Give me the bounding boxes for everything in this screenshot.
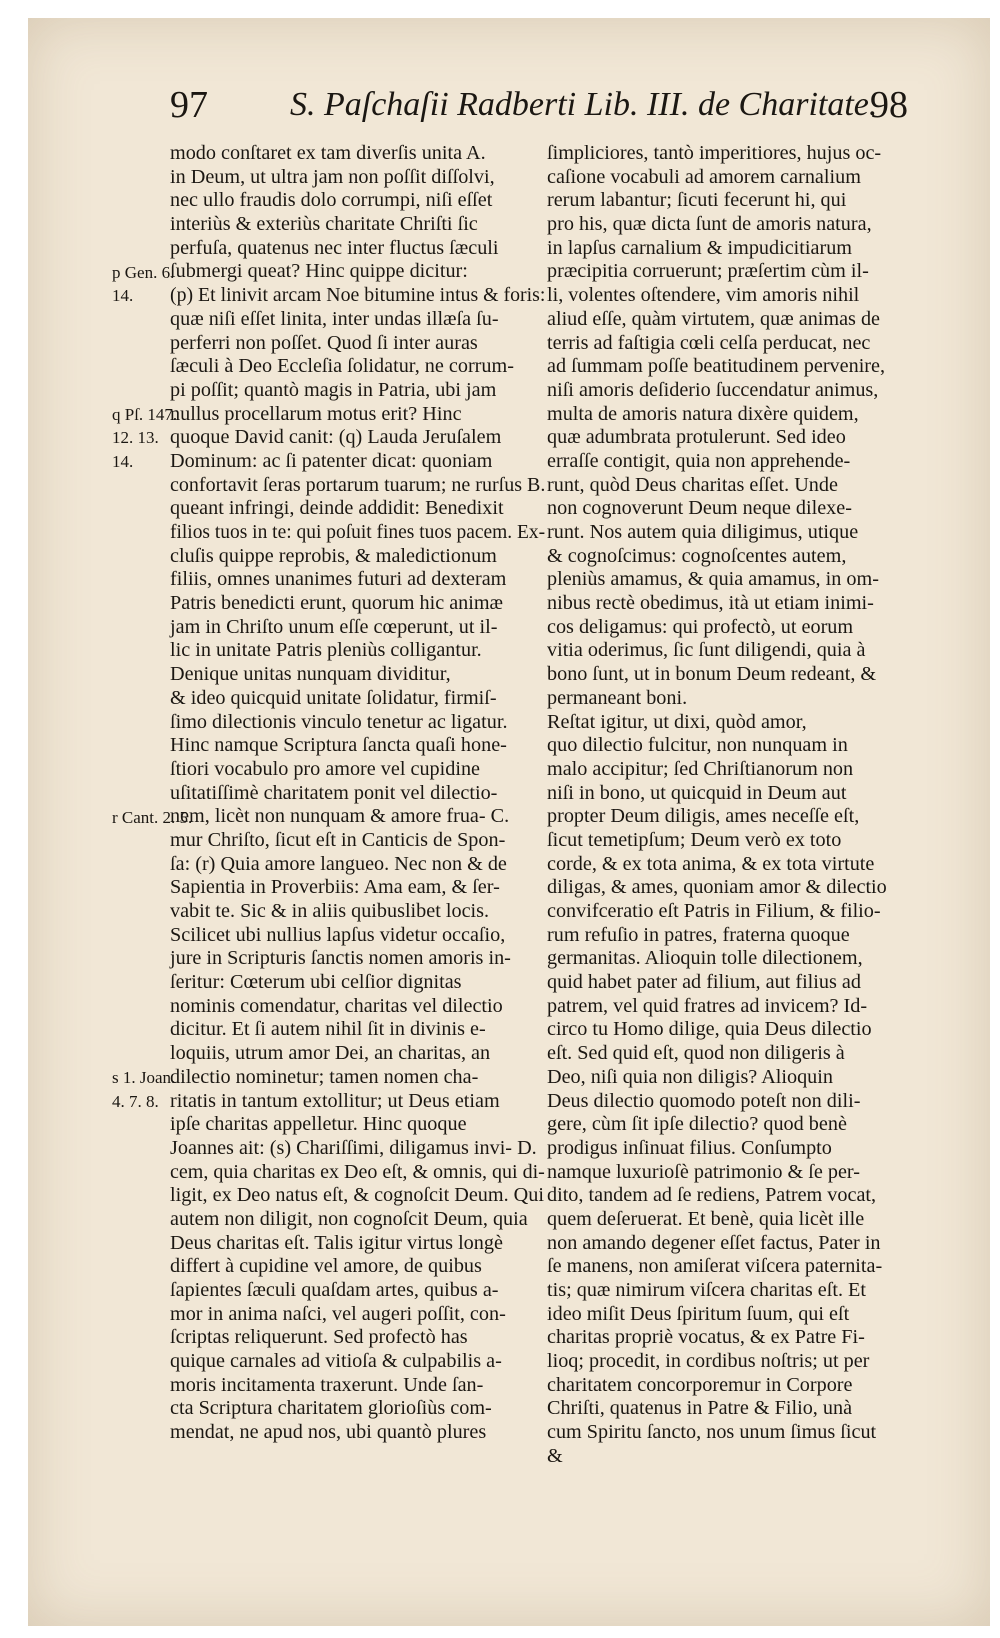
left-text-line: Denique unitas nunquam dividitur, <box>170 663 451 686</box>
right-text-line: multa de amoris natura dixère quidem, <box>547 402 859 425</box>
right-text-line: Reſtat igitur, ut dixi, quòd amor, <box>547 710 807 733</box>
left-text-line: vabit te. Sic & in aliis quibuslibet locis. <box>170 900 490 922</box>
right-text-line: lioq; procedit, in cordibus noſtris; ut per <box>547 1350 870 1373</box>
right-text-line: li, volentes oſtendere, vim amoris nihil <box>547 284 860 307</box>
margin-reference: 4. 7. 8. <box>112 1092 159 1111</box>
left-text-line: Patris benedicti erunt, quorum hic animæ <box>170 592 504 615</box>
right-text-line: cum Spiritu ſancto, nos unum ſimus ſicut <box>547 1421 877 1444</box>
right-text-line: ſimpliciores, tantò imperitiores, hujus oc- <box>547 142 882 164</box>
right-text-line: nibus rectè obedimus, ità ut etiam inimi- <box>547 592 874 615</box>
right-text-line: circo tu Homo dilige, quia Deus dilectio <box>547 1018 872 1041</box>
right-text-line: ideo miſit Deus ſpiritum ſuum, qui eſt <box>547 1302 850 1325</box>
right-text-line: malo accipitur; ſed Chriſtianorum non <box>547 757 854 780</box>
right-text-line: quæ adumbrata protulerunt. Sed ideo <box>547 426 846 449</box>
right-text-line: charitatem concorporemur in Corpore <box>547 1373 853 1396</box>
right-text-line: pleniùs amamus, & quia amamus, in om- <box>547 568 879 591</box>
left-text-line: mor in anima naſci, vel augeri poſſit, con- <box>170 1302 506 1325</box>
right-text-line: ſe manens, non amiſerat viſcera paternita- <box>547 1255 883 1278</box>
right-text-line: patrem, vel quid fratres ad invicem? Id- <box>547 994 868 1017</box>
left-text-line: ſubmergi queat? Hinc quippe dicitur: <box>170 260 468 283</box>
right-text-line: convifceratio eſt Patris in Filium, & filio- <box>547 900 881 922</box>
margin-reference: p Gen. 6. <box>112 262 175 282</box>
right-text-line: germanitas. Alioquin tolle dilectionem, <box>547 947 863 970</box>
left-text-line: jure in Scripturis ſanctis nomen amoris in- <box>170 947 511 970</box>
right-text-line: terris ad faſtigia cœli celſa perducat, nec <box>547 331 871 354</box>
right-text-line: bono ſunt, ut in bonum Deum redeant, & <box>547 663 877 686</box>
right-text-line: gere, cùm ſit ipſe dilectio? quod benè <box>547 1113 847 1136</box>
right-text-line: non amando degener eſſet factus, Pater in <box>547 1231 881 1254</box>
right-text-line: pro his, quæ dicta ſunt de amoris natura, <box>547 213 872 236</box>
right-text-line: ſicut temetipſum; Deum verò ex toto <box>547 828 842 851</box>
margin-reference: r Cant. 2. 5. <box>112 807 193 827</box>
left-text-line: interiùs & exteriùs charitate Chriſti ſic <box>170 213 478 236</box>
right-text-line: quem deſeruerat. Et benè, quia licèt ille <box>547 1207 865 1230</box>
right-text-line: corde, & ex tota anima, & ex tota virtute <box>547 852 875 875</box>
right-text-line: namque luxurioſè patrimonio & ſe per- <box>547 1160 860 1183</box>
left-text-line: Joannes ait: (s) Chariſſimi, diligamus invi- D. <box>170 1136 537 1159</box>
left-text-line: ſcriptas reliquerunt. Sed profectò has <box>170 1326 468 1349</box>
left-text-line: pi poſſit; quantò magis in Patria, ubi jam <box>170 378 497 401</box>
left-text-line: loquiis, utrum amor Dei, an charitas, an <box>170 1042 491 1065</box>
left-text-line: filiis, omnes unanimes futuri ad dexteram <box>170 568 507 591</box>
left-text-line: cta Scriptura charitatem glorioſiùs com- <box>170 1397 492 1420</box>
right-text-line: tis; quæ nimirum viſcera charitas eſt. Et <box>547 1279 866 1301</box>
left-text-line: ſapientes ſæculi quaſdam artes, quibus a- <box>170 1279 499 1301</box>
left-text-line: Deus charitas eſt. Talis igitur virtus longè <box>170 1231 503 1254</box>
left-text-line: Sapientia in Proverbiis: Ama eam, & ſer- <box>170 876 500 899</box>
left-text-line: ſa: (r) Quia amore langueo. Nec non & de <box>170 852 507 875</box>
margin-reference: q Pſ. 147. <box>112 404 178 424</box>
right-text-line: niſi in bono, ut quicquid in Deum aut <box>547 781 847 804</box>
right-text-line: quid habet pater ad filium, aut filius ad <box>547 971 861 994</box>
margin-reference: 14. <box>112 286 134 306</box>
left-text-line: ſtiori vocabulo pro amore vel cupidine <box>170 757 481 780</box>
left-text-line: queant infringi, deinde addidit: Benedixit <box>170 497 504 520</box>
right-text-line: diligas, & ames, quoniam amor & dilectio <box>547 876 887 899</box>
right-text-line: rerum labantur; ſicuti fecerunt hi, qui <box>547 189 847 212</box>
left-text-line: Hinc namque Scriptura ſancta quaſi hone- <box>170 734 507 757</box>
right-text-line: quo dilectio fulcitur, non nunquam in <box>547 734 848 757</box>
right-text-line: niſi amoris deſiderio ſuccendatur animus, <box>547 378 879 401</box>
running-title: S. Paſchaſii Radberti Lib. III. de Charitate. <box>290 86 878 123</box>
left-text-line: jam in Chriſto unum eſſe cœperunt, ut il- <box>170 615 498 638</box>
right-text-line: erraſſe contigit, quia non apprehende- <box>547 449 851 472</box>
margin-reference: 12. 13. <box>112 428 159 448</box>
left-column <box>170 142 545 1445</box>
left-text-line: mendat, ne apud nos, ubi quantò plures <box>170 1421 487 1444</box>
left-text-line: (p) Et linivit arcam Noe bitumine intus & foris: <box>170 284 546 307</box>
right-text-line: propter Deum diligis, ames neceſſe eſt, <box>547 805 860 828</box>
right-text-line: in lapſus carnalium & impudicitiarum <box>547 236 852 259</box>
left-text-line: lic in unitate Patris pleniùs colligantur. <box>170 639 482 662</box>
right-text-line: Deus dilectio quomodo poteſt non dili- <box>547 1089 861 1112</box>
left-text-line: modo conſtaret ex tam diverſis unita A. <box>170 142 486 164</box>
left-text-line: confortavit ſeras portarum tuarum; ne rurſus B. <box>170 473 546 496</box>
right-text-line: vitia oderimus, ſic ſunt diligendi, quia à <box>547 639 866 662</box>
left-text-line: ritatis in tantum extollitur; ut Deus etiam <box>170 1089 500 1112</box>
right-text-line: Chriſti, quatenus in Patre & Filio, unà <box>547 1397 853 1420</box>
left-text-line: nem, licèt non nunquam & amore frua- C. <box>170 805 510 828</box>
left-text-line: Scilicet ubi nullius lapſus videtur occaſio, <box>170 923 506 946</box>
left-text-line: ſæculi à Deo Eccleſia ſolidatur, ne corrum- <box>170 355 514 378</box>
left-text-line: autem non diligit, non cognoſcit Deum, quia <box>170 1207 528 1230</box>
left-text-line: filios tuos in te: qui poſuit fines tuos pacem. Ex- <box>170 521 546 543</box>
left-text-line: ſimo dilectionis vinculo tenetur ac ligatur. <box>170 710 508 733</box>
right-text-line: caſione vocabuli ad amorem carnalium <box>547 165 861 188</box>
margin-reference: 14. <box>112 452 134 472</box>
right-text-line: charitas propriè vocatus, & ex Patre Fi- <box>547 1326 865 1349</box>
left-text-line: quique carnales ad vitioſa & culpabilis a- <box>170 1350 502 1373</box>
left-text-line: in Deum, ut ultra jam non poſſit diſſolvi, <box>170 165 495 188</box>
right-text-line: runt, quòd Deus charitas eſſet. Unde <box>547 473 838 496</box>
right-text-line: & <box>547 1444 563 1467</box>
margin-reference: s 1. Joan. <box>112 1068 176 1088</box>
left-text-line: nullus procellarum motus erit? Hinc <box>170 402 462 425</box>
right-text-line: prodigus inſinuat filius. Conſumpto <box>547 1136 832 1159</box>
left-text-line: dicitur. Et ſi autem nihil ſit in divinis e- <box>170 1018 486 1041</box>
left-text-line: ſeritur: Cœterum ubi celſior dignitas <box>170 971 462 994</box>
left-text-line: & ideo quicquid unitate ſolidatur, firmiſ- <box>170 686 497 709</box>
right-column <box>547 142 925 1469</box>
right-text-line: præcipitia corruerunt; præſertim cùm il- <box>547 260 869 283</box>
left-text-line: Dominum: ac ſi patenter dicat: quoniam <box>170 449 493 472</box>
right-text-line: aliud eſſe, quàm virtutem, quæ animas de <box>547 307 881 330</box>
left-text-line: perferri non poſſet. Quod ſi inter auras <box>170 331 478 354</box>
left-text-line: uſitatiſſimè charitatem ponit vel dilectio- <box>170 781 498 804</box>
right-text-line: non cognoverunt Deum neque dilexe- <box>547 497 852 520</box>
right-text-line: Deo, niſi quia non diligis? Alioquin <box>547 1065 833 1088</box>
left-text-line: cluſis quippe reprobis, & maledictionum <box>170 544 497 567</box>
left-text-line: perfuſa, quatenus nec inter fluctus ſæculi <box>170 236 499 259</box>
left-text-line: nominis comendatur, charitas vel dilectio <box>170 994 503 1017</box>
left-text-line: ipſe charitas appelletur. Hinc quoque <box>170 1113 467 1136</box>
right-text-line: permaneant boni. <box>547 686 688 709</box>
left-text-line: dilectio nominetur; tamen nomen cha- <box>170 1065 479 1088</box>
right-text-line: eſt. Sed quid eſt, quod non diligeris à <box>547 1042 845 1065</box>
right-text-line: dito, tandem ad ſe rediens, Patrem vocat, <box>547 1184 877 1207</box>
left-text-line: moris incitamenta traxerunt. Unde ſan- <box>170 1373 484 1396</box>
left-text-line: nec ullo fraudis dolo corrumpi, niſi eſſet <box>170 189 493 212</box>
right-text-line: & cognoſcimus: cognoſcentes autem, <box>547 544 847 567</box>
right-text-line: ad ſummam poſſe beatitudinem pervenire, <box>547 355 886 378</box>
page-number-right: 98 <box>870 84 908 126</box>
left-text-line: differt à cupidine vel amore, de quibus <box>170 1255 482 1278</box>
left-text-line: quæ niſi eſſet linita, inter undas illæſa ſu- <box>170 307 499 330</box>
right-text-line: rum refuſio in patres, fraterna quoque <box>547 923 850 946</box>
page-number-left: 97 <box>170 84 208 126</box>
right-text-line: cos deligamus: qui profectò, ut eorum <box>547 615 854 638</box>
left-text-line: cem, quia charitas ex Deo eſt, & omnis, qui di- <box>170 1160 545 1183</box>
left-text-line: quoque David canit: (q) Lauda Jeruſalem <box>170 426 502 449</box>
left-text-line: ligit, ex Deo natus eſt, & cognoſcit Deum. Qui <box>170 1184 544 1207</box>
left-text-line: mur Chriſto, ſicut eſt in Canticis de Spon- <box>170 828 506 851</box>
right-text-line: runt. Nos autem quia diligimus, utique <box>547 521 859 543</box>
